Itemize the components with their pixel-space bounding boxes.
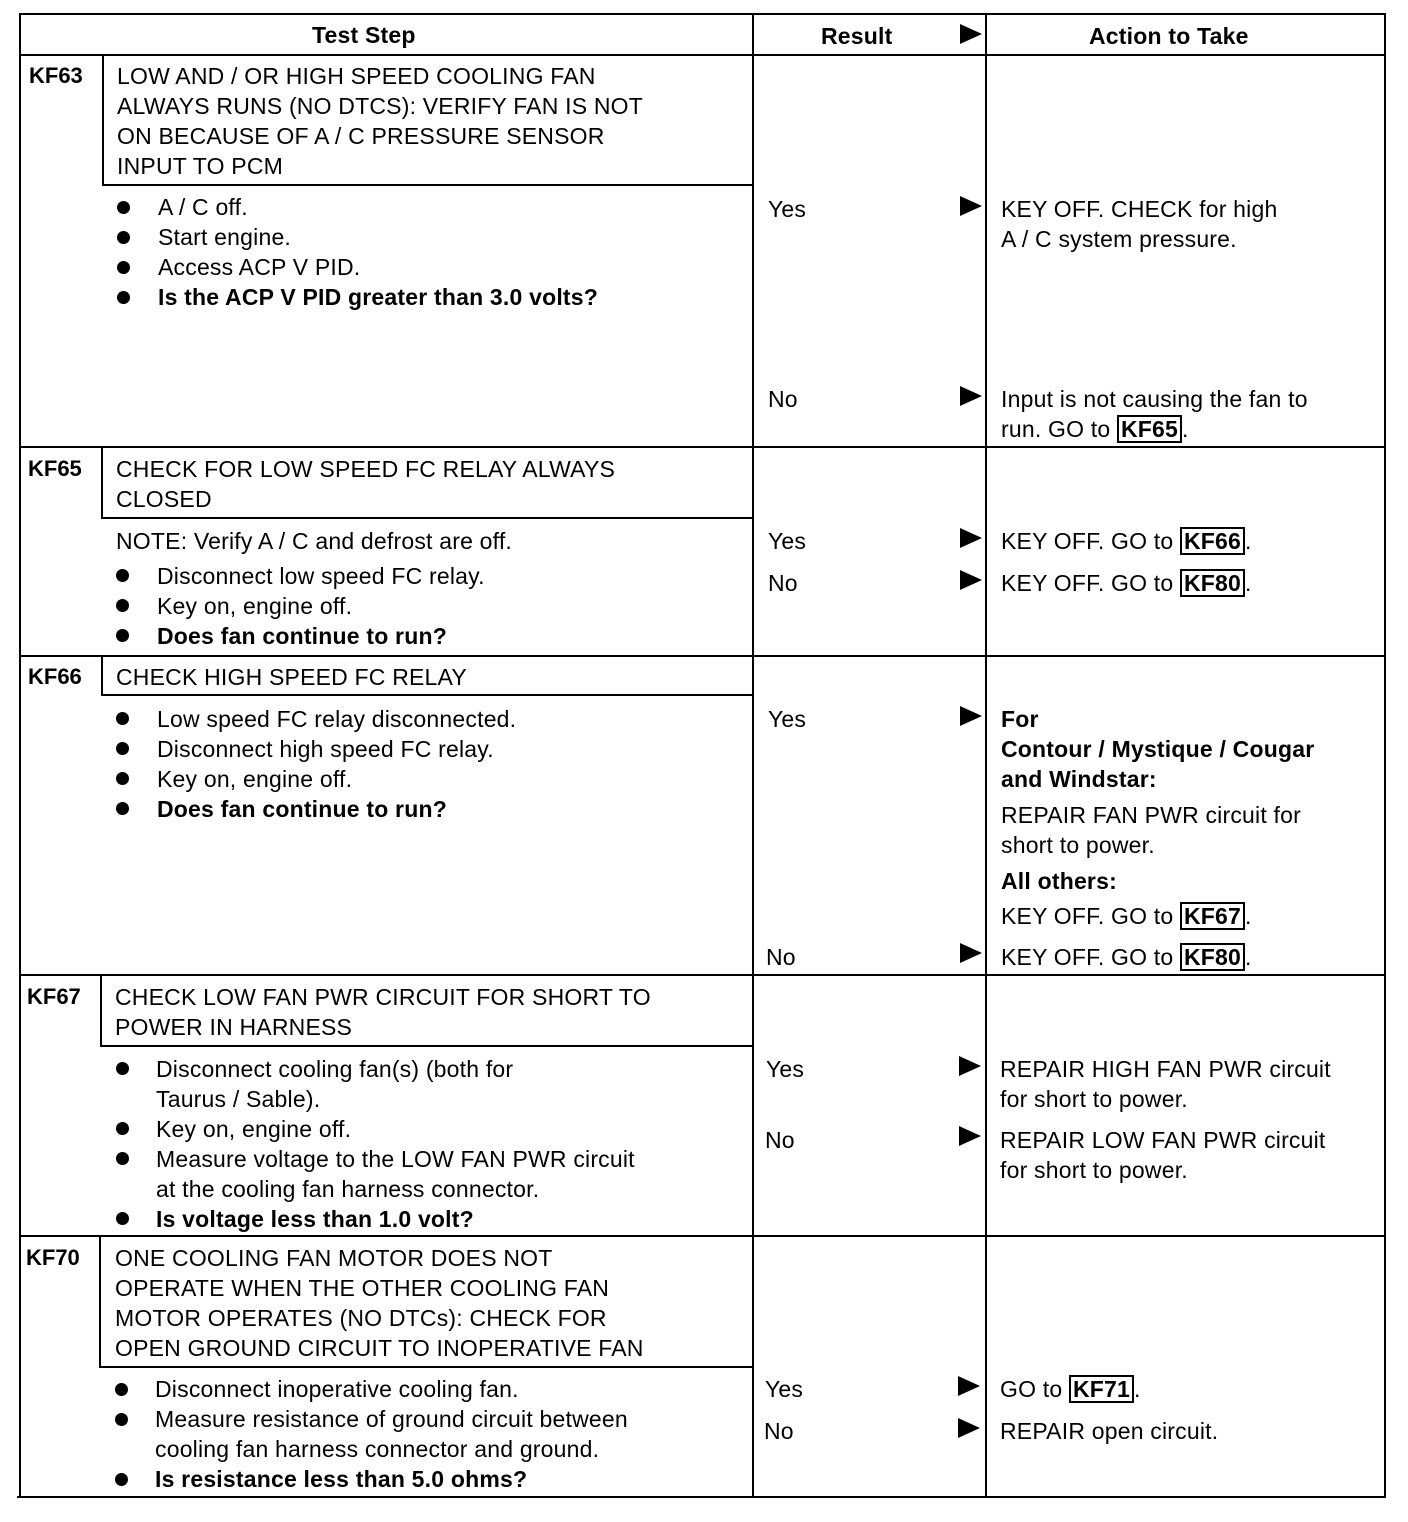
action-text-with-ref: KEY OFF. GO to KF66 . [1001,528,1252,554]
step-reference[interactable]: KF66 [1180,527,1245,555]
table-border-right [1384,13,1386,1498]
step-title-line: MOTOR OPERATES (NO DTCs): CHECK FOR [115,1305,607,1331]
step-code: KF65 [28,456,82,481]
step-bullet: Disconnect cooling fan(s) (both for [156,1056,514,1082]
step-question: Is the ACP V PID greater than 3.0 volts? [158,284,599,310]
row-divider [20,974,1386,976]
action-text-with-ref: GO to KF71 . [1000,1376,1141,1402]
arrow-right-icon [960,570,982,590]
step-code: KF67 [27,984,81,1009]
action-heading: For [1001,706,1039,732]
action-text: short to power. [1001,832,1155,858]
arrow-right-icon [958,1418,980,1438]
step-code: KF63 [29,63,83,88]
step-bullet: Measure resistance of ground circuit between [155,1406,628,1432]
step-bullet: A / C off. [158,194,248,220]
step-reference[interactable]: KF67 [1180,902,1245,930]
step-bullet: Access ACP V PID. [158,254,361,280]
result-label: Yes [765,1376,804,1402]
action-heading: Contour / Mystique / Cougar [1001,736,1315,762]
title-divider [101,517,753,519]
title-divider [100,1045,753,1047]
action-text: REPAIR open circuit. [1000,1418,1219,1444]
step-code: KF70 [26,1245,80,1270]
table-border-left [19,13,21,1498]
bullet-icon [116,1212,129,1225]
bullet-icon [117,261,130,274]
header-action: Action to Take [1089,23,1249,49]
step-bullet: Disconnect high speed FC relay. [157,736,494,762]
result-label: No [768,386,798,412]
action-text: REPAIR LOW FAN PWR circuit [1000,1127,1326,1153]
bullet-icon [116,569,129,582]
action-text: KEY OFF. CHECK for high [1001,196,1278,222]
action-text: Input is not causing the fan to [1001,386,1308,412]
code-divider [101,448,103,518]
step-bullet: Start engine. [158,224,292,250]
step-bullet: Measure voltage to the LOW FAN PWR circuit [156,1146,635,1172]
step-reference[interactable]: KF71 [1069,1375,1134,1403]
bullet-icon [116,802,129,815]
column-divider-action [985,13,987,1498]
bullet-icon [115,1473,128,1486]
header-divider [20,54,1386,56]
step-bullet-cont: cooling fan harness connector and ground. [155,1436,600,1462]
column-divider-result [752,13,754,1498]
action-text-with-ref: run. GO to KF65 . [1001,416,1189,442]
step-bullet: Key on, engine off. [157,766,353,792]
step-question: Is resistance less than 5.0 ohms? [155,1466,528,1492]
bullet-icon [116,1152,129,1165]
table-border-top [20,13,1386,15]
step-title-line: CHECK FOR LOW SPEED FC RELAY ALWAYS [116,456,616,482]
code-divider [100,976,102,1046]
bullet-icon [117,201,130,214]
step-title-line: ONE COOLING FAN MOTOR DOES NOT [115,1245,553,1271]
step-title-line: CHECK LOW FAN PWR CIRCUIT FOR SHORT TO [115,984,651,1010]
arrow-right-icon [960,706,982,726]
arrow-right-icon [960,528,982,548]
code-divider [102,56,104,184]
step-title-line: CLOSED [116,486,212,512]
bullet-icon [117,291,130,304]
code-divider [101,657,103,695]
arrow-right-icon [959,1126,981,1146]
arrow-right-icon [960,386,982,406]
result-label: Yes [768,706,807,732]
step-bullet: Disconnect inoperative cooling fan. [155,1376,519,1402]
step-reference[interactable]: KF65 [1117,415,1182,443]
step-reference[interactable]: KF80 [1180,569,1245,597]
title-divider [102,184,753,186]
step-reference[interactable]: KF80 [1180,943,1245,971]
step-bullet: Key on, engine off. [156,1116,352,1142]
result-label: Yes [768,528,807,554]
step-title-line: INPUT TO PCM [117,153,283,179]
bullet-icon [116,1062,129,1075]
step-title-line: ALWAYS RUNS (NO DTCS): VERIFY FAN IS NOT [117,93,643,119]
arrow-right-icon [959,1056,981,1076]
bullet-icon [116,629,129,642]
action-text: for short to power. [1000,1086,1188,1112]
step-title-line: ON BECAUSE OF A / C PRESSURE SENSOR [117,123,605,149]
step-note: NOTE: Verify A / C and defrost are off. [116,528,513,554]
action-text: REPAIR FAN PWR circuit for [1001,802,1301,828]
step-bullet-cont: Taurus / Sable). [156,1086,321,1112]
bullet-icon [116,742,129,755]
result-label: No [764,1418,794,1444]
action-text-with-ref: KEY OFF. GO to KF80 . [1001,944,1252,970]
action-text: REPAIR HIGH FAN PWR circuit [1000,1056,1331,1082]
row-divider [20,1235,1386,1237]
step-bullet: Low speed FC relay disconnected. [157,706,517,732]
arrow-right-icon [960,196,982,216]
result-label: Yes [768,196,807,222]
step-title-line: OPEN GROUND CIRCUIT TO INOPERATIVE FAN [115,1335,644,1361]
bullet-icon [117,231,130,244]
header-result: Result [821,23,893,49]
header-test-step: Test Step [312,22,416,48]
action-text: A / C system pressure. [1001,226,1237,252]
step-title-line: CHECK HIGH SPEED FC RELAY [116,664,467,690]
step-question: Is voltage less than 1.0 volt? [156,1206,474,1232]
action-heading: All others: [1001,868,1117,894]
step-bullet-cont: at the cooling fan harness connector. [156,1176,540,1202]
action-text-with-ref: KEY OFF. GO to KF67 . [1001,903,1252,929]
row-divider [20,655,1386,657]
header-arrow-icon [960,24,982,44]
result-label: No [765,1127,795,1153]
bullet-icon [115,1383,128,1396]
title-divider [101,694,753,696]
code-divider [99,1237,101,1367]
bullet-icon [116,599,129,612]
arrow-right-icon [958,1376,980,1396]
step-title-line: LOW AND / OR HIGH SPEED COOLING FAN [117,63,596,89]
action-heading: and Windstar: [1001,766,1157,792]
action-text-with-ref: KEY OFF. GO to KF80 . [1001,570,1252,596]
action-text: for short to power. [1000,1157,1188,1183]
result-label: No [766,944,796,970]
step-code: KF66 [28,664,82,689]
step-bullet: Disconnect low speed FC relay. [157,563,485,589]
result-label: No [768,570,798,596]
arrow-right-icon [960,943,982,963]
step-question: Does fan continue to run? [157,796,447,822]
step-title-line: OPERATE WHEN THE OTHER COOLING FAN [115,1275,610,1301]
step-question: Does fan continue to run? [157,623,447,649]
step-title-line: POWER IN HARNESS [115,1014,353,1040]
result-label: Yes [766,1056,805,1082]
table-border-bottom [17,1496,1385,1498]
bullet-icon [116,1122,129,1135]
bullet-icon [115,1413,128,1426]
step-bullet: Key on, engine off. [157,593,353,619]
row-divider [20,446,1386,448]
title-divider [99,1366,753,1368]
bullet-icon [116,712,129,725]
bullet-icon [116,772,129,785]
